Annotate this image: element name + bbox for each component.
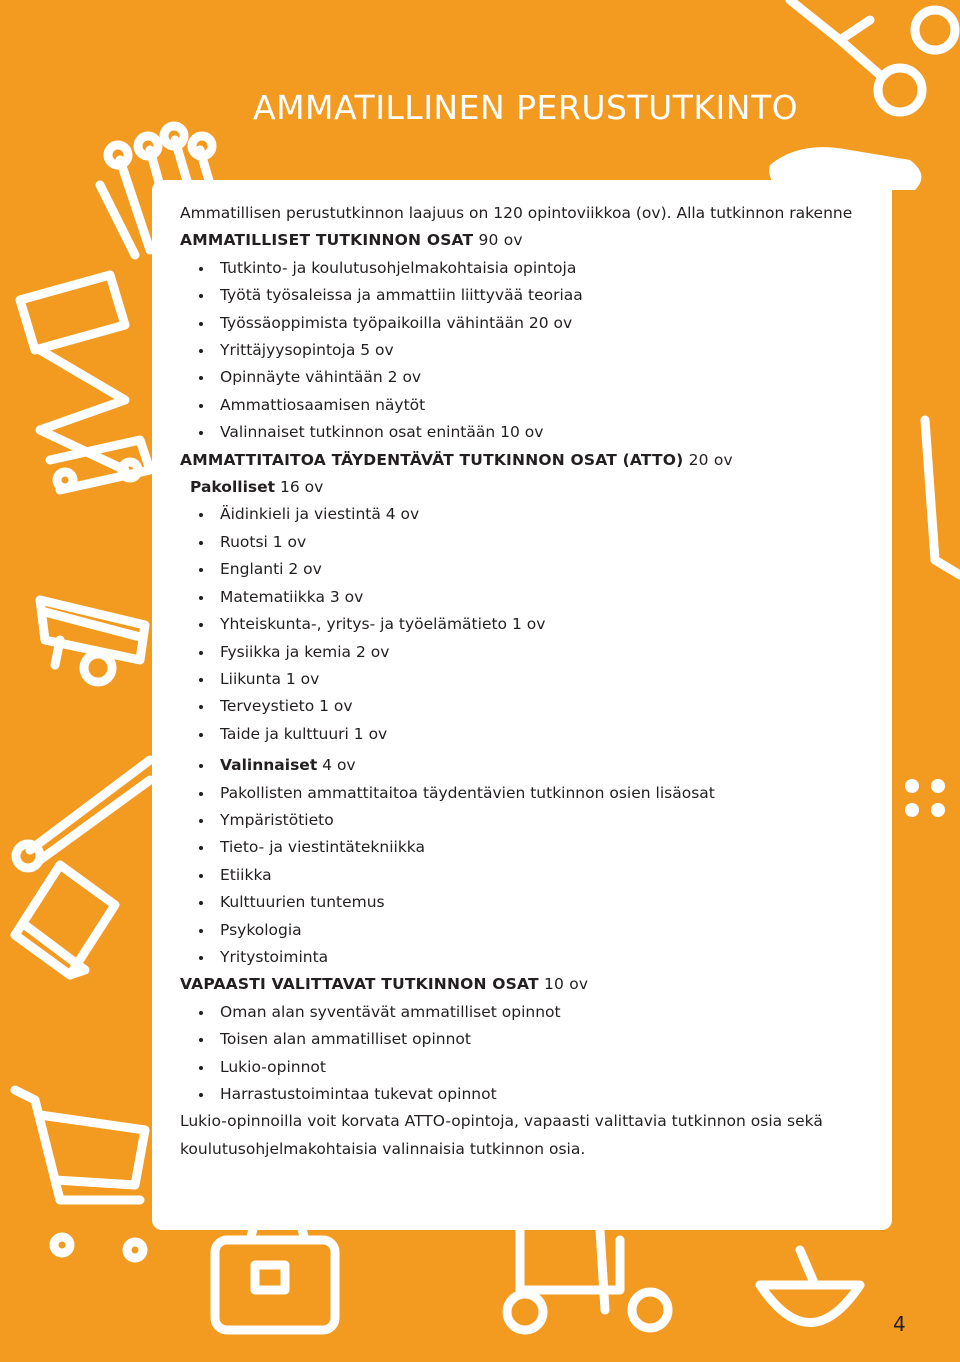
list-item: Yhteiskunta-, yritys- ja työelämätieto 1 ov — [198, 611, 880, 638]
heading-text: AMMATTITAITOA TÄYDENTÄVÄT TUTKINNON OSAT (ATTO) — [180, 450, 684, 469]
list-item: Psykologia — [198, 917, 880, 944]
list-item: Yritystoiminta — [198, 944, 880, 971]
scaffold-lift-icon — [20, 275, 150, 490]
section-heading-vapaasti — [180, 971, 880, 998]
list-item: Työssäoppimista työpaikoilla vähintään 20 ov — [198, 310, 880, 337]
content-card — [152, 180, 892, 1230]
section-heading-atto — [180, 447, 880, 474]
list-item: Toisen alan ammatilliset opinnot — [198, 1026, 880, 1053]
list-item: Terveystieto 1 ov — [198, 693, 880, 720]
list-item: Pakollisten ammattitaitoa täydentävien tutkinnon osien lisäosat — [198, 780, 880, 807]
pakolliset-list — [180, 501, 880, 748]
list-item: Valinnaiset tutkinnon osat enintään 10 ov — [198, 419, 880, 446]
list-item: Ruotsi 1 ov — [198, 529, 880, 556]
list-item: Tieto- ja viestintätekniikka — [198, 834, 880, 861]
list-item: Etiikka — [198, 862, 880, 889]
list-item: Fysiikka ja kemia 2 ov — [198, 639, 880, 666]
bowl-icon — [760, 1250, 860, 1323]
heading-amount: 20 ov — [683, 450, 733, 469]
heading-text: VAPAASTI VALITTAVAT TUTKINNON OSAT — [180, 975, 539, 994]
subheading-pakolliset — [180, 474, 880, 501]
list-item: Äidinkieli ja viestintä 4 ov — [198, 501, 880, 528]
subheading-amount: 4 ov — [317, 756, 356, 775]
list-item: Yrittäjyysopintoja 5 ov — [198, 337, 880, 364]
footer-note: Lukio-opinnoilla voit korvata ATTO-opintoja, vapaasti valittavia tutkinnon osia sekä koulutusohjelmakohtaisia valinnaisia tutkinnon osia. — [180, 1112, 823, 1158]
list-item-valinnaiset-heading — [198, 752, 880, 779]
shopping-cart-icon — [15, 1090, 145, 1258]
heading-amount: 10 ov — [538, 975, 589, 994]
subheading-label: Pakolliset — [190, 478, 276, 497]
heading-text: AMMATILLISET TUTKINNON OSAT — [180, 231, 474, 250]
list-item: Lukio-opinnot — [198, 1054, 880, 1081]
trailer-icon — [40, 600, 145, 682]
page-number: 4 — [893, 1312, 906, 1336]
list-item: Ammattiosaamisen näytöt — [198, 392, 880, 419]
content-body — [180, 200, 880, 1164]
laptop-icon — [15, 865, 115, 975]
list-item: Oman alan syventävät ammatilliset opinnot — [198, 999, 880, 1026]
vapaasti-list — [180, 999, 880, 1109]
boot-icon — [925, 420, 960, 575]
subheading-label: Valinnaiset — [220, 756, 318, 775]
intro-text: Ammatillisen perustutkinnon laajuus on 120 opintoviikkoa (ov). Alla tutkinnon rakenne — [180, 204, 853, 222]
page-title: AMMATILLINEN PERUSTUTKINTO — [253, 88, 799, 127]
list-item: Tutkinto- ja koulutusohjelmakohtaisia opintoja — [198, 255, 880, 282]
valinnaiset-list — [180, 752, 880, 971]
list-item: Liikunta 1 ov — [198, 666, 880, 693]
list-item: Kulttuurien tuntemus — [198, 889, 880, 916]
list-item: Ympäristötieto — [198, 807, 880, 834]
list-item: Taide ja kulttuuri 1 ov — [198, 721, 880, 748]
subheading-amount: 16 ov — [275, 478, 324, 497]
list-item: Opinnäyte vähintään 2 ov — [198, 364, 880, 391]
list-item: Matematiikka 3 ov — [198, 584, 880, 611]
briefcase-icon — [215, 1222, 335, 1330]
list-item: Englanti 2 ov — [198, 556, 880, 583]
list-item: Työtä työsaleissa ja ammattiin liittyvää teoriaa — [198, 282, 880, 309]
forklift-icon — [507, 1230, 668, 1330]
list-item: Harrastustoimintaa tukevat opinnot — [198, 1081, 880, 1108]
button-icon — [905, 779, 945, 817]
safety-pin-icon — [16, 760, 150, 868]
heading-amount: 90 ov — [473, 231, 523, 250]
section-heading-ammatilliset — [180, 227, 880, 254]
ammatilliset-list — [180, 255, 880, 447]
scissors-icon — [790, 0, 955, 112]
